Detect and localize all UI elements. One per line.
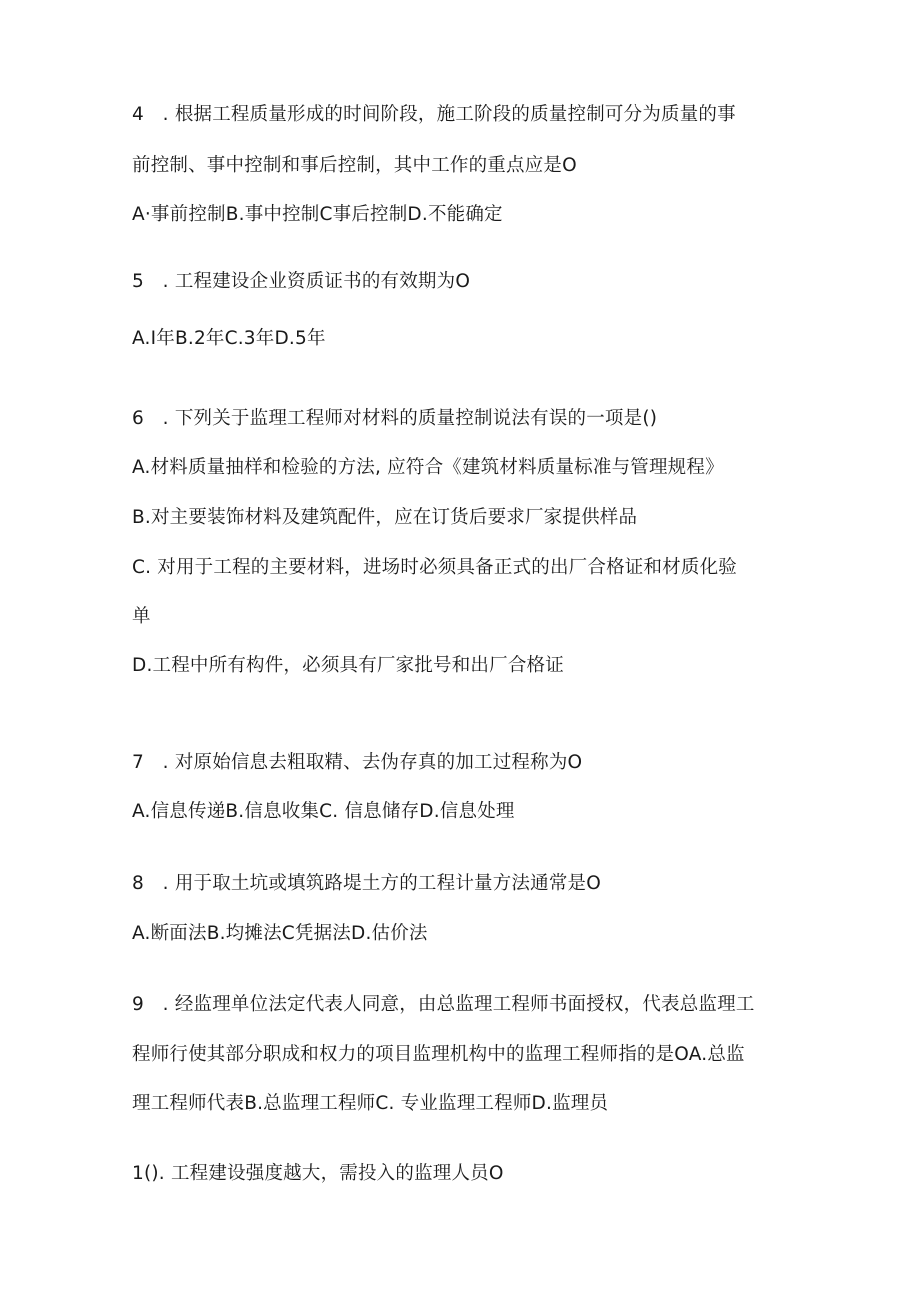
- question-6-option-d: D.工程中所有构件，必须具有厂家批号和出厂合格证: [132, 655, 564, 676]
- question-4-line-1: 4 . 根据工程质量形成的时间阶段，施工阶段的质量控制可分为质量的事: [132, 104, 736, 125]
- question-6-option-c-cont: 单: [132, 606, 151, 627]
- question-8-line-1: 8 . 用于取土坑或填筑路堤土方的工程计量方法通常是O: [132, 873, 601, 894]
- question-6-line-1: 6 . 下列关于监理工程师对材料的质量控制说法有误的一项是(): [132, 408, 658, 429]
- question-7-line-1: 7 . 对原始信息去粗取精、去伪存真的加工过程称为O: [132, 752, 583, 773]
- question-4-line-2: 前控制、事中控制和事后控制，其中工作的重点应是O: [132, 155, 577, 176]
- question-5-options: A.I年B.2年C.3年D.5年: [132, 328, 326, 349]
- question-6-option-b: B.对主要装饰材料及建筑配件，应在订货后要求厂家提供样品: [132, 507, 638, 528]
- question-9-line-1: 9 . 经监理单位法定代表人同意，由总监理工程师书面授权，代表总监理工: [132, 994, 755, 1015]
- question-10-line-1: 1(). 工程建设强度越大，需投入的监理人员O: [132, 1163, 504, 1184]
- question-6-option-a: A.材料质量抽样和检验的方法, 应符合《建筑材料质量标准与管理规程》: [132, 457, 724, 478]
- question-5-line-1: 5 . 工程建设企业资质证书的有效期为O: [132, 271, 471, 292]
- question-6-option-c: C. 对用于工程的主要材料，进场时必须具备正式的出厂合格证和材质化验: [132, 557, 737, 578]
- question-8-options: A.断面法B.均摊法C凭据法D.估价法: [132, 923, 428, 944]
- question-9-line-2: 程师行使其部分职成和权力的项目监理机构中的监理工程师指的是OA.总监: [132, 1044, 745, 1065]
- question-9-line-3: 理工程师代表B.总监理工程师C. 专业监理工程师D.监理员: [132, 1093, 609, 1114]
- question-7-options: A.信息传递B.信息收集C. 信息储存D.信息处理: [132, 801, 515, 822]
- question-4-options: A·事前控制B.事中控制C事后控制D.不能确定: [132, 204, 503, 225]
